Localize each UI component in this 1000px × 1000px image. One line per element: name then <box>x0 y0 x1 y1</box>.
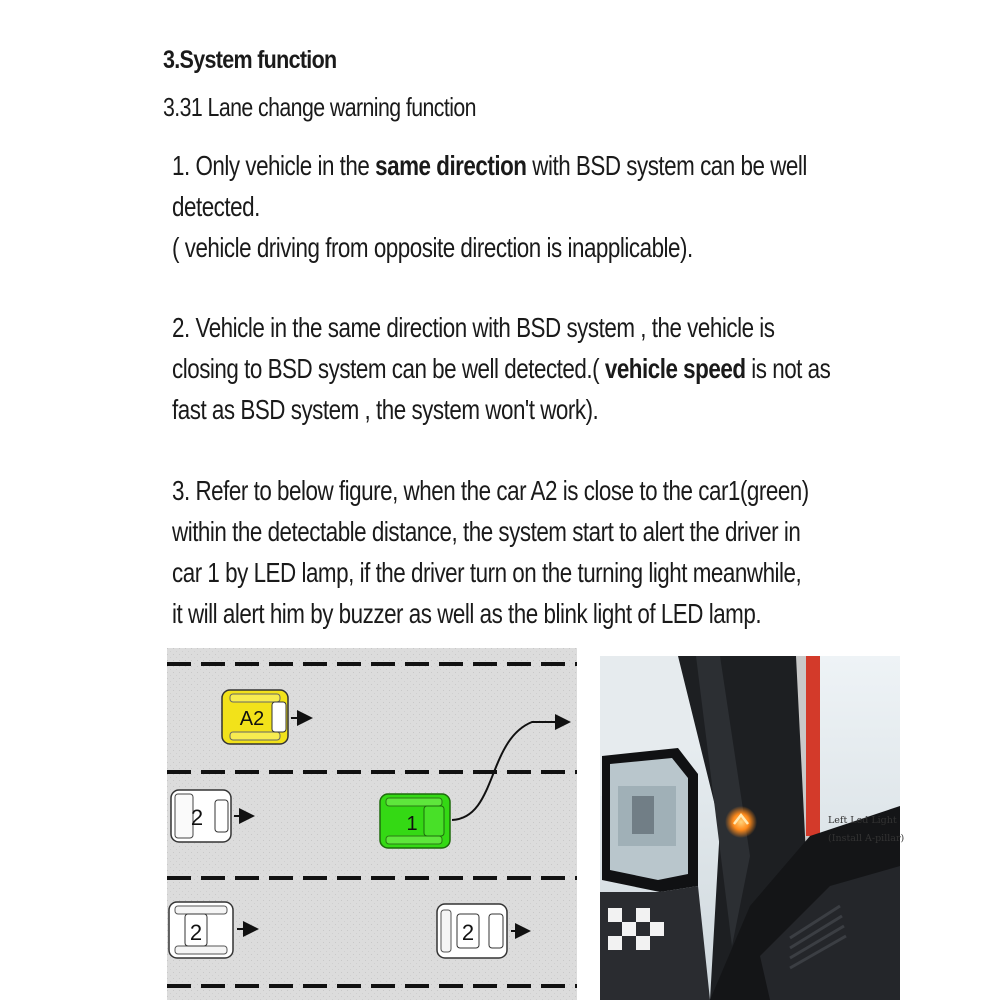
paragraph-1 <box>172 145 844 268</box>
text-run: 1. Only vehicle in the <box>172 150 376 181</box>
led-lamp-icon <box>725 806 757 838</box>
side-mirror <box>602 748 698 892</box>
car-2-lane-3-left <box>169 902 233 958</box>
car-2-lane-3-right <box>437 904 507 958</box>
paragraph-3-line-4: it will alert him by buzzer as well as the blink light of LED lamp. <box>172 598 762 629</box>
led-light-caption <box>828 812 904 848</box>
paragraph-1-line-2: detected. <box>172 191 260 222</box>
car-2-lane-2 <box>171 790 231 842</box>
subsection-title: 3.31 Lane change warning function <box>163 92 476 122</box>
paragraph-3-line-2: within the detectable distance, the system start to alert the driver in <box>172 516 801 547</box>
car-a2 <box>222 690 288 744</box>
paragraph-1-line-1 <box>172 145 844 186</box>
paragraph-2-line-3: fast as BSD system , the system won't work). <box>172 394 599 425</box>
car-2-label: 2 <box>461 920 475 945</box>
text-run: closing to BSD system can be well detected.( <box>172 353 605 384</box>
car-a2-label: A2 <box>239 708 265 730</box>
paragraph-2 <box>172 307 844 430</box>
paragraph-2-line-2 <box>172 348 844 389</box>
text-run: is not as <box>745 353 831 384</box>
paragraph-2-line-1: 2. Vehicle in the same direction with BSD system , the vehicle is <box>172 312 775 343</box>
paragraph-3 <box>172 470 844 634</box>
text-run: with BSD system can be well <box>526 150 807 181</box>
paragraph-3-line-1: 3. Refer to below figure, when the car A2 is close to the car1(green) <box>172 475 809 506</box>
section-title: 3.System function <box>163 46 337 74</box>
bold-phrase-vehicle-speed: vehicle speed <box>604 353 746 384</box>
lane-change-diagram <box>167 648 577 1000</box>
led-caption-line-1: Left Led Light <box>828 815 897 826</box>
paragraph-1-line-3: ( vehicle driving from opposite direction is inapplicable). <box>172 232 693 263</box>
car-2-label: 2 <box>190 805 204 830</box>
paragraph-3-line-3: car 1 by LED lamp, if the driver turn on the turning light meanwhile, <box>172 557 802 588</box>
bold-phrase-same-direction: same direction <box>375 150 527 181</box>
led-caption-line-2: (Install A-pillar) <box>828 833 905 844</box>
car-1-label: 1 <box>406 813 418 835</box>
car-2-label: 2 <box>189 920 203 945</box>
car-1-green <box>380 794 450 848</box>
